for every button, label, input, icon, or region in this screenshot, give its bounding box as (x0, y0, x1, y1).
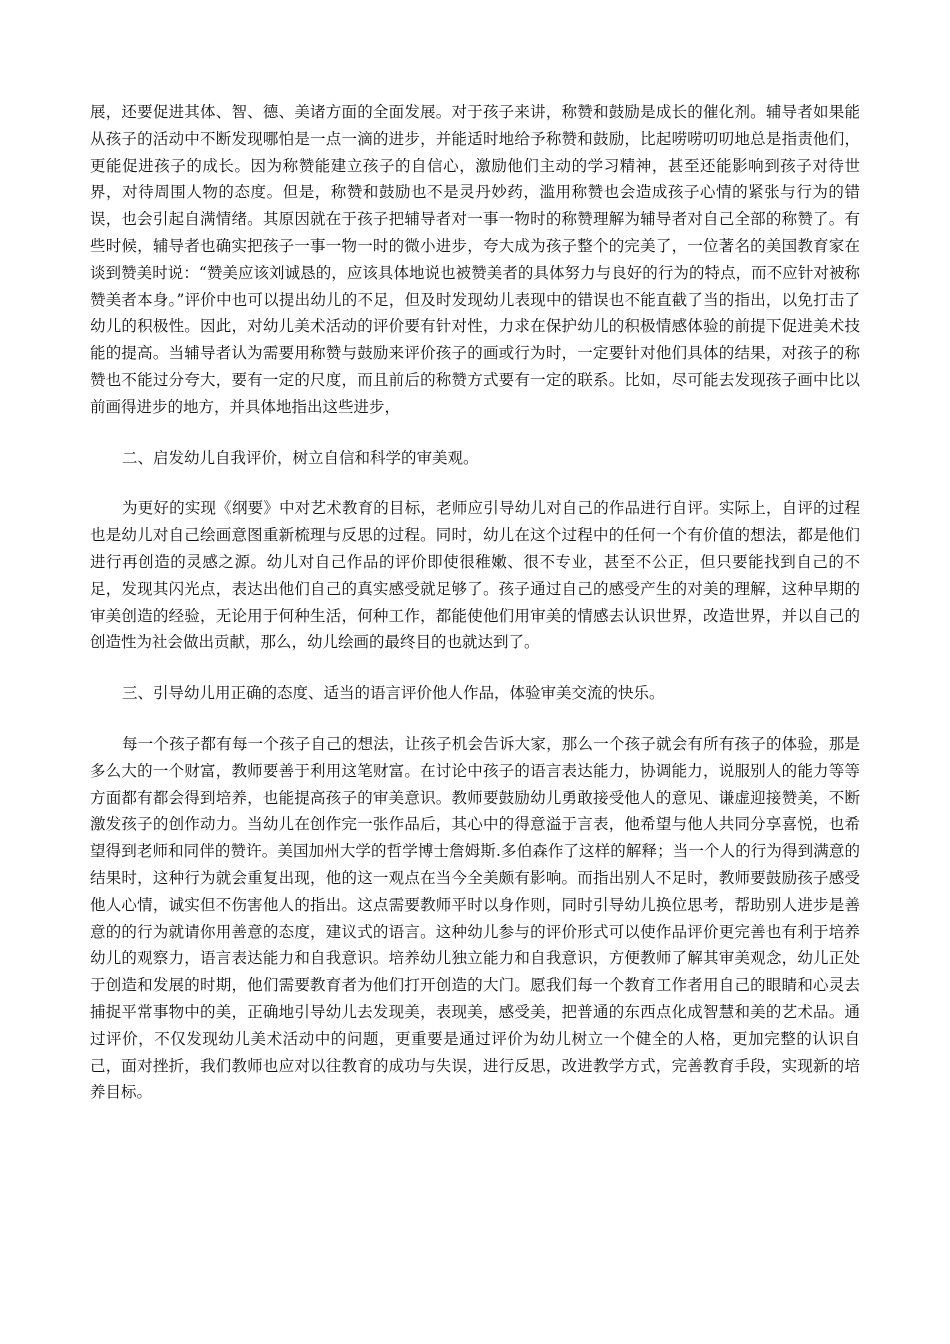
section-heading-2: 二、启发幼儿自我评价，树立自信和科学的审美观。 (122, 448, 479, 467)
paragraph-gap (90, 656, 860, 680)
paragraph-peer-evaluation: 每一个孩子都有每一个孩子自己的想法，让孩子机会告诉大家，那么一个孩子就会有所有孩子的体验，那是多么大的一个财富，教师要善于利用这笔财富。在讨论中孩子的语言表达能力，协调能力，说服别人的能力等等方面都有都会得到培养，也能提高孩子的审美意识。教师要鼓励幼儿勇敢接受他人的意见、谦虚迎接赞美，不断激发孩子的创作动力。当幼儿在创作完一张作品后，其心中的得意溢于言表，他希望与他人共同分享喜悦，也希望得到老师和同伴的赞许。美国加州大学的哲学博士詹姆斯.多伯森作了这样的解释；当一个人的行为得到满意的结果时，这种行为就会重复出现，他的这一观点在当今全美颇有影响。而指出别人不足时，教师要鼓励孩子感受他人心情，诚实但不伤害他人的指出。这点需要教师平时以身作则，同时引导幼儿换位思考，帮助别人进步是善意的的行为就请你用善意的态度，建议式的语言。这种幼儿参与的评价形式可以使作品评价更完善也有利于培养幼儿的观察力，语言表达能力和自我意识。培养幼儿独立能力和自我意识，方便教师了解其审美观念，幼儿正处于创造和发展的时期，他们需要教育者为他们打开创造的大门。愿我们每一个教育工作者用自己的眼睛和心灵去捕捉平常事物中的美，正确地引导幼儿去发现美，表现美，感受美，把普通的东西点化成智慧和美的艺术品。通过评价，不仅发现幼儿美术活动中的问题，更重要是通过评价为幼儿树立一个健全的人格，更加完整的认识自己，面对挫折，我们教师也应对以往教育的成功与失误，进行反思，改进教学方式，完善教育手段，实现新的培养目标。 (90, 734, 860, 1102)
paragraph-self-evaluation: 为更好的实现《纲要》中对艺术教育的目标，老师应引导幼儿对自己的作品进行自评。实际上，自评的过程也是幼儿对自己绘画意图重新梳理与反思的过程。同时，幼儿在这个过程中的任何一个有价值的想法，都是他们进行再创造的灵感之源。幼儿对自己作品的评价即使很稚嫩、很不专业，甚至不公正，但只要能找到自己的不足，发现其闪光点，表达出他们自己的真实感受就足够了。孩子通过自己的感受产生的对美的理解，这种早期的审美创造的经验，无论用于何种生活，何种工作，都能使他们用审美的情感去认识世界，改造世界，并以自己的创造性为社会做出贡献，那么，幼儿绘画的最终目的也就达到了。 (90, 499, 860, 652)
paragraph-gap (90, 471, 860, 495)
section-heading-3: 三、引导幼儿用正确的态度、适当的语言评价他人作品，体验审美交流的快乐。 (122, 684, 665, 703)
paragraph-continued: 展，还要促进其体、智、德、美诸方面的全面发展。对于孩子来讲，称赞和鼓励是成长的催化剂。辅导者如果能从孩子的活动中不断发现哪怕是一点一滴的进步，并能适时地给予称赞和鼓励，比起唠唠叨叨地总是指责他们，更能促进孩子的成长。因为称赞能建立孩子的自信心，激励他们主动的学习精神，甚至还能影响到孩子对待世界，对待周围人物的态度。但是，称赞和鼓励也不是灵丹妙药，滥用称赞也会造成孩子心情的紧张与行为的错误，也会引起自满情绪。其原因就在于孩子把辅导者对一事一物时的称赞理解为辅导者对自己全部的称赞了。有些时候，辅导者也确实把孩子一事一物一时的微小进步，夸大成为孩子整个的完美了，一位著名的美国教育家在谈到赞美时说：“赞美应该刘诚恳的，应该具体地说也被赞美者的具体努力与良好的行为的特点，而不应针对被称赞美者本身。”评价中也可以提出幼儿的不足，但及时发现幼儿表现中的错误也不能直截了当的指出，以免打击了幼儿的积极性。因此，对幼儿美术活动的评价要有针对性，力求在保护幼儿的积极情感体验的前提下促进美术技能的提高。当辅导者认为需要用称赞与鼓励来评价孩子的画或行为时，一定要针对他们具体的结果，对孩子的称赞也不能过分夸大，要有一定的尺度，而且前后的称赞方式要有一定的联系。比如，尽可能去发现孩子画中比以前画得进步的地方，并具体地指出这些进步， (90, 103, 860, 416)
document-body (90, 99, 860, 1106)
paragraph-gap (90, 421, 860, 445)
paragraph-gap (90, 707, 860, 731)
